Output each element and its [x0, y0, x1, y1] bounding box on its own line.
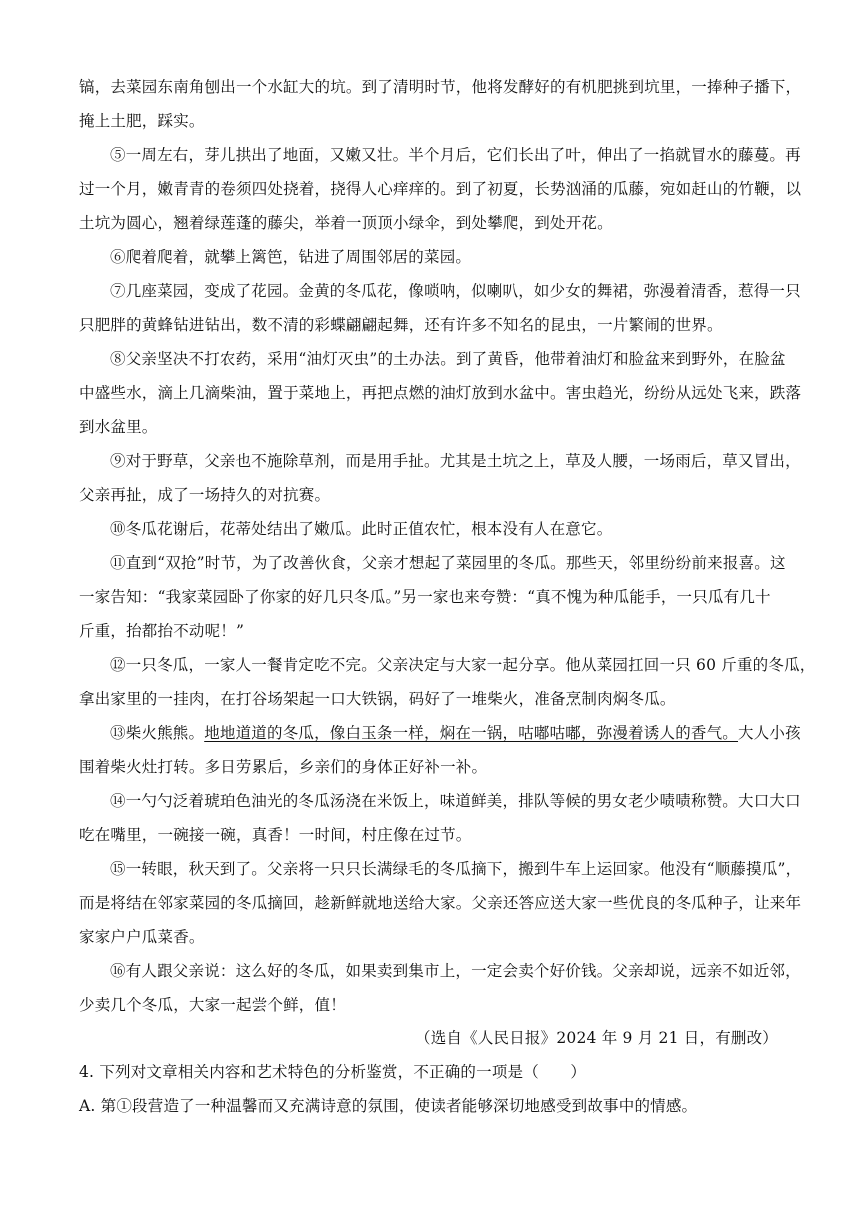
text-line: 到水盆里。 [79, 418, 158, 436]
text-line: 只肥胖的黄蜂钻进钻出，数不清的彩蝶翩翩起舞，还有许多不知名的昆虫，一片繁闹的世界。 [79, 316, 723, 334]
question-stem: 4. 下列对文章相关内容和艺术特色的分析鉴赏，不正确的一项是（ ） [79, 1063, 587, 1081]
underlined-sentence: 地地道道的冬瓜，像白玉条一样，焖在一锅，咕嘟咕嘟，弥漫着诱人的香气。 [204, 724, 739, 742]
paragraph-10-line: ⑩冬瓜花谢后，花蒂处结出了嫩瓜。此时正值农忙，根本没有人在意它。 [110, 520, 613, 538]
text-line: 少卖几个冬瓜，大家一起尝个鲜，值！ [79, 996, 346, 1014]
paragraph-6-line: ⑥爬着爬着，就攀上篱笆，钻进了周围邻居的菜园。 [110, 248, 472, 266]
text-line: 掩上土肥，踩实。 [79, 112, 205, 130]
text-line: 吃在嘴里，一碗接一碗，真香！一时间，村庄像在过节。 [79, 826, 472, 844]
text-span: 大人小孩 [738, 724, 801, 742]
text-line: 过一个月，嫩青青的卷须四处挠着，挠得人心痒痒的。到了初夏，长势汹涌的瓜藤，宛如赶山的竹鞭，以 [79, 180, 802, 198]
paragraph-11-line: ⑪直到“双抢”时节，为了改善伙食，父亲才想起了菜园里的冬瓜。那些天，邻里纷纷前来报喜。这 [110, 554, 786, 572]
paragraph-13-line [110, 723, 810, 743]
source-citation: （选自《人民日报》2024 年 9 月 21 日，有删改） [415, 1029, 778, 1047]
paragraph-16-line: ⑯有人跟父亲说：这么好的冬瓜，如果卖到集市上，一定会卖个好价钱。父亲却说，远亲不如近邻， [110, 962, 801, 980]
paragraph-5-line: ⑤一周左右，芽儿拱出了地面，又嫩又壮。半个月后，它们长出了叶，伸出了一掐就冒水的藤蔓。再 [110, 146, 801, 164]
text-line: 拿出家里的一挂肉，在打谷场架起一口大铁锅，码好了一堆柴火，准备烹制肉焖冬瓜。 [79, 690, 676, 708]
text-line: 而是将结在邻家菜园的冬瓜摘回，趁新鲜就地送给大家。父亲还答应送大家一些优良的冬瓜种子，让来年 [79, 894, 802, 912]
text-span: ⑬柴火熊熊。 [110, 724, 205, 742]
paragraph-15-line: ⑮一转眼，秋天到了。父亲将一只只长满绿毛的冬瓜摘下，搬到牛车上运回家。他没有“顺藤摸瓜”， [110, 860, 802, 878]
text-line: 中盛些水，滴上几滴柴油，置于菜地上，再把点燃的油灯放到水盆中。害虫趋光，纷纷从远处飞来，跌落 [79, 384, 802, 402]
text-line: 镐，去菜园东南角刨出一个水缸大的坑。到了清明时节，他将发酵好的有机肥挑到坑里，一捧种子播下， [79, 78, 802, 96]
text-line: 家家户户瓜菜香。 [79, 928, 205, 946]
text-line: 一家告知：“我家菜园卧了你家的好几只冬瓜。”另一家也来夸赞：“真不愧为种瓜能手，一只瓜有几十 [79, 588, 771, 606]
question-option-a: A. 第①段营造了一种温馨而又充满诗意的氛围，使读者能够深切地感受到故事中的情感。 [79, 1097, 698, 1115]
paragraph-9-line: ⑨对于野草，父亲也不施除草剂，而是用手扯。尤其是土坑之上，草及人腰，一场雨后，草又冒出， [110, 452, 801, 470]
paragraph-7-line: ⑦几座菜园，变成了花园。金黄的冬瓜花，像唢呐，似喇叭，如少女的舞裙，弥漫着清香，惹得一只 [110, 282, 801, 300]
text-line: 父亲再扯，成了一场持久的对抗赛。 [79, 486, 331, 504]
text-line: 土坑为圆心，翘着绿莲蓬的藤尖，举着一顶顶小绿伞，到处攀爬，到处开花。 [79, 214, 613, 232]
paragraph-8-line: ⑧父亲坚决不打农药，采用“油灯灭虫”的土办法。到了黄昏，他带着油灯和脸盆来到野外，在脸盆 [110, 350, 786, 368]
text-line: 斤重，抬都抬不动呢！” [79, 622, 245, 640]
text-line: 围着柴火灶打转。多日劳累后，乡亲们的身体正好补一补。 [79, 758, 488, 776]
paragraph-14-line: ⑭一勺勺泛着琥珀色油光的冬瓜汤浇在米饭上，味道鲜美，排队等候的男女老少啧啧称赞。大口大口 [110, 792, 801, 810]
paragraph-12-line: ⑫一只冬瓜，一家人一餐肯定吃不完。父亲决定与大家一起分享。他从菜园扛回一只 60 斤重的冬瓜， [110, 656, 816, 674]
